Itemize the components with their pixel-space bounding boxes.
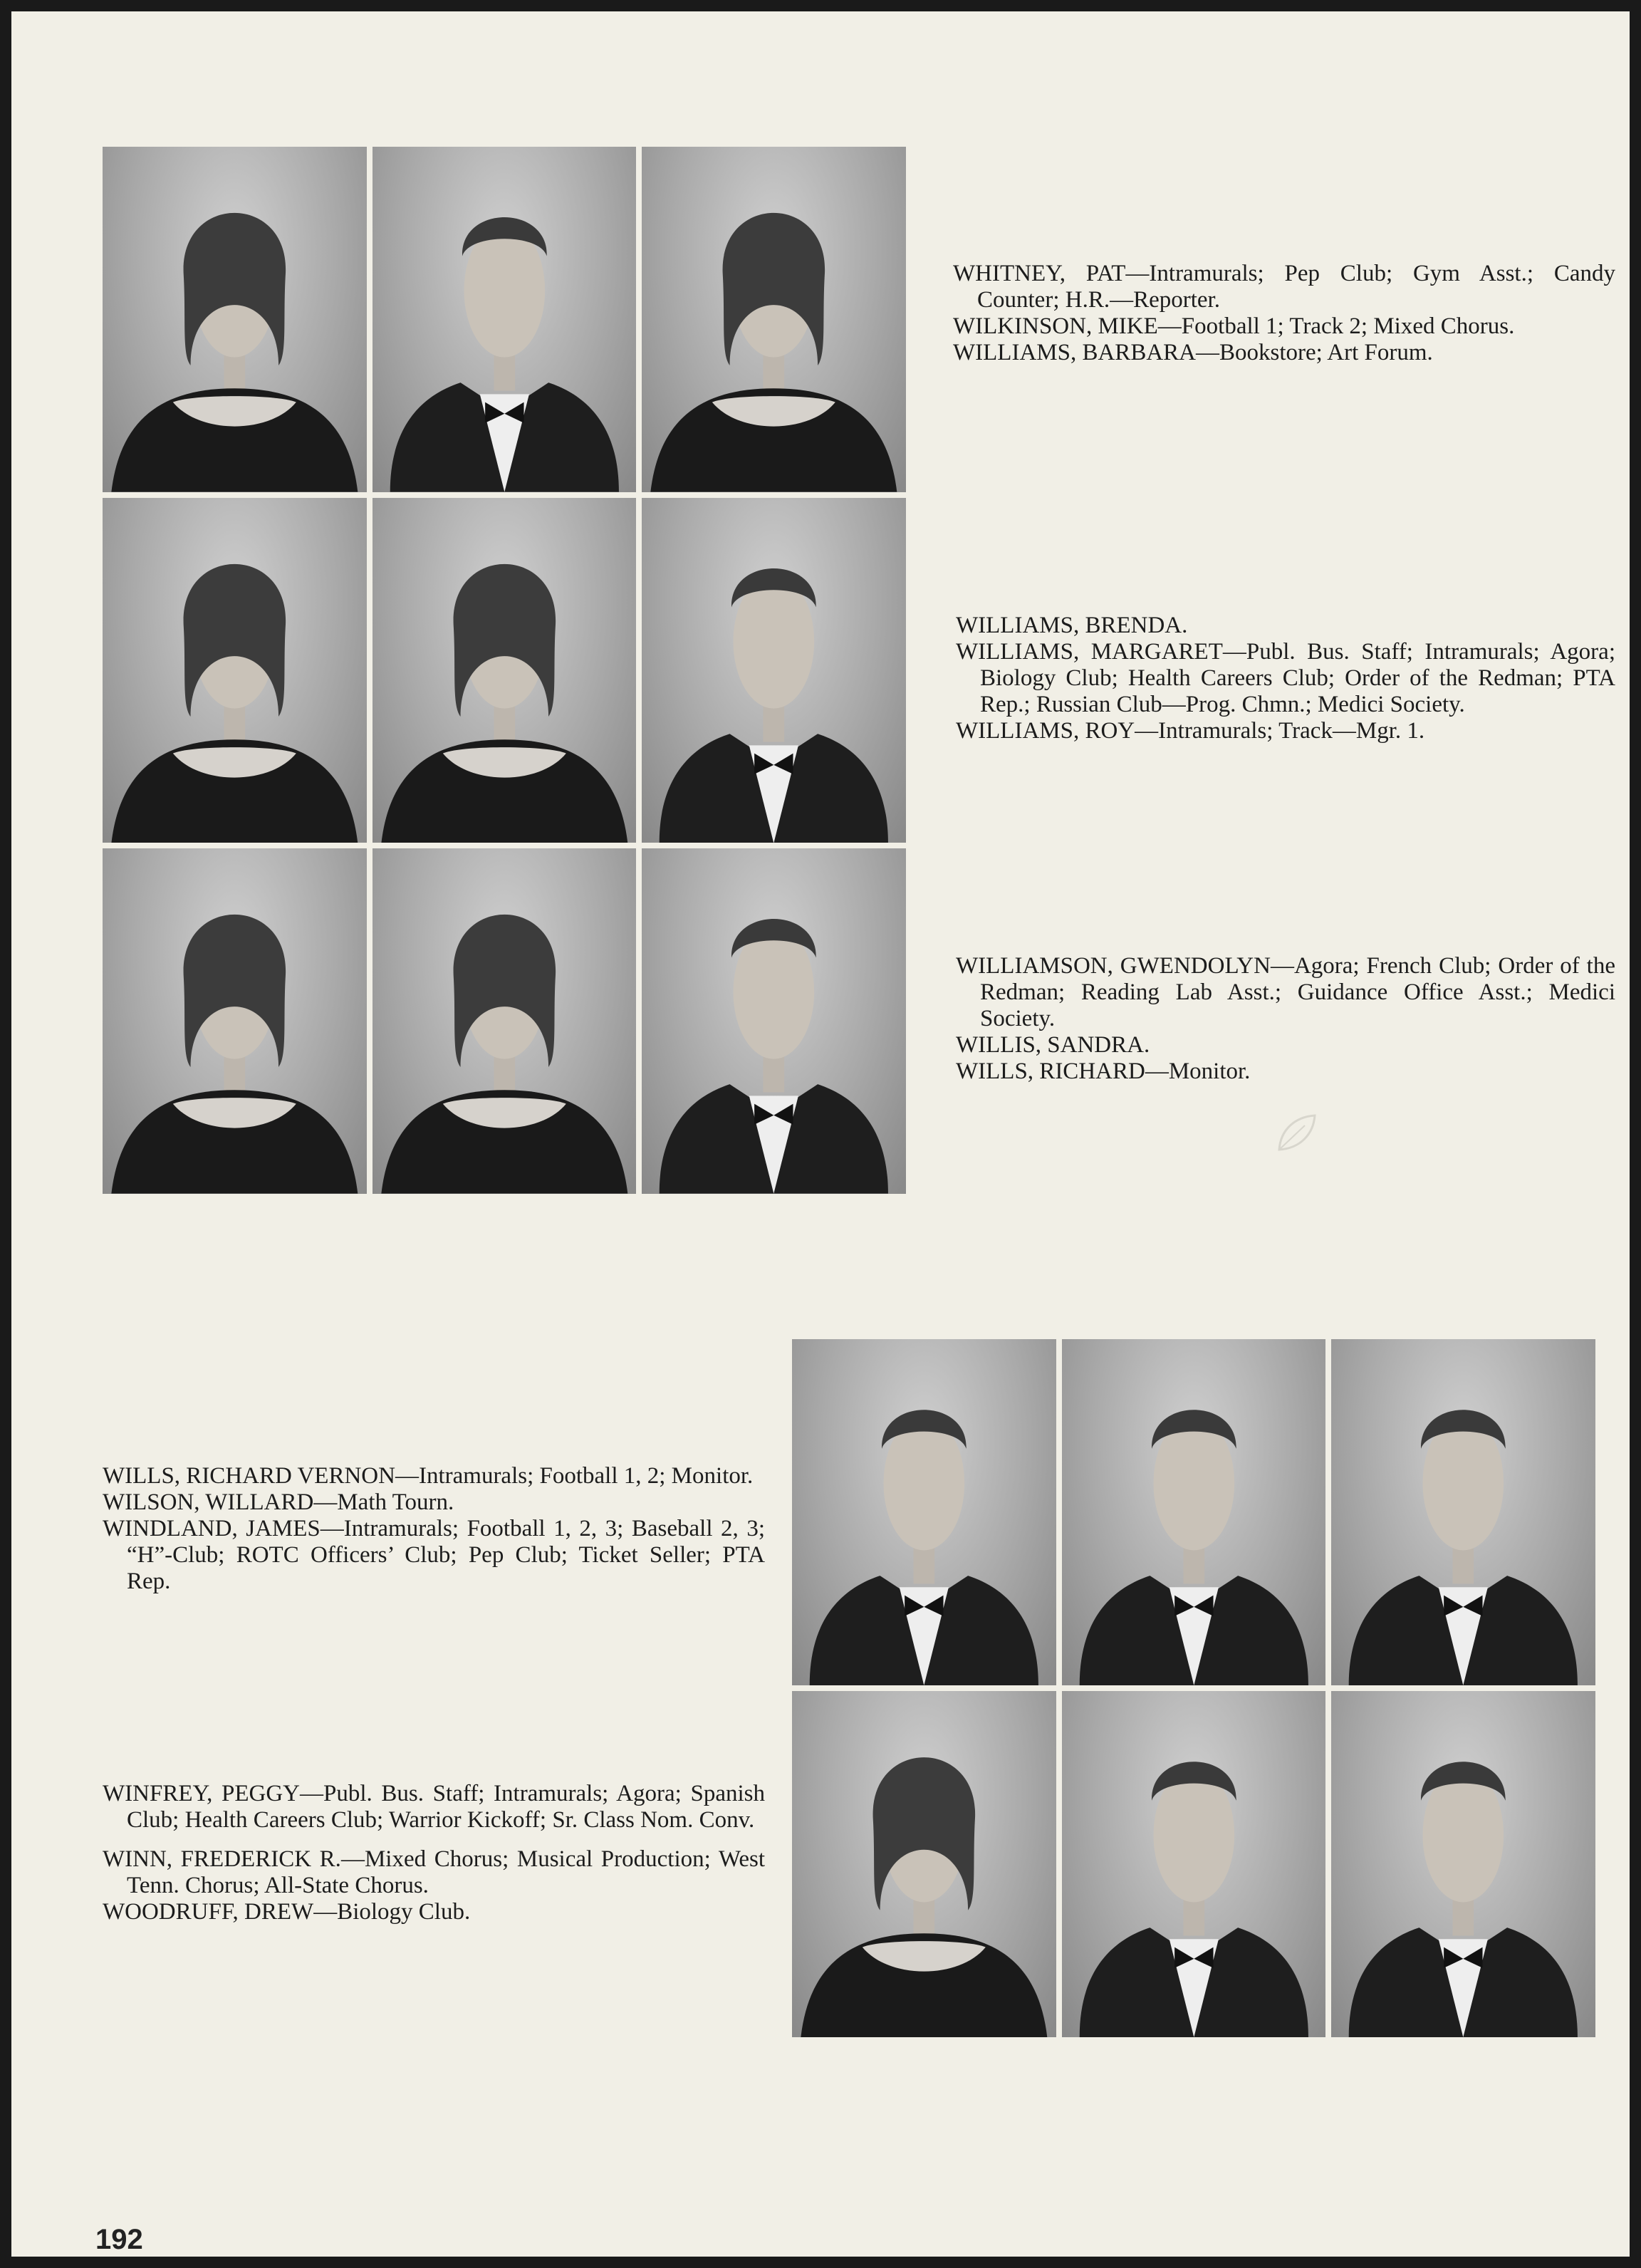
entry: WILLIAMSON, GWENDOLYN—Agora; French Club; Order of the Redman; Reading Lab Asst.; Guidance Office Asst.; Medici Society. [956, 953, 1615, 1031]
entries-row-3 [956, 953, 1615, 1085]
portrait-photo-4 [792, 1691, 1056, 2037]
portrait-photo-2 [373, 147, 637, 492]
entries-row-4 [103, 1463, 765, 1595]
entry: WINFREY, PEGGY—Publ. Bus. Staff; Intramurals; Agora; Spanish Club; Health Careers Club; Warrior Kickoff; Sr. Class Nom. Conv. [103, 1781, 765, 1833]
entries-row-5 [103, 1781, 765, 1925]
portrait-photo-6 [1331, 1691, 1595, 2037]
entry: WILSON, WILLARD—Math Tourn. [103, 1489, 454, 1515]
entries-row-2 [956, 613, 1615, 744]
portrait-photo-5 [1062, 1691, 1326, 2037]
entry: WILKINSON, MIKE—Football 1; Track 2; Mixed Chorus. [953, 313, 1515, 339]
entry: WINN, FREDERICK R.—Mixed Chorus; Musical Production; West Tenn. Chorus; All-State Chorus. [103, 1846, 766, 1898]
entry: WILLIAMS, BRENDA. [956, 613, 1188, 638]
entry: WILLS, RICHARD—Monitor. [956, 1058, 1251, 1084]
portrait-photo-1 [103, 147, 367, 492]
entry: WHITNEY, PAT—Intramurals; Pep Club; Gym Asst.; Candy Counter; H.R.—Reporter. [953, 261, 1615, 313]
portrait-photo-1 [792, 1339, 1056, 1685]
portrait-photo-2 [1062, 1339, 1326, 1685]
portrait-photo-6 [642, 498, 906, 843]
portrait-photo-8 [373, 848, 637, 1194]
entries-row-1 [953, 261, 1615, 366]
portrait-photo-3 [1331, 1339, 1595, 1685]
portrait-grid-bottom [792, 1339, 1595, 2037]
entry: WINDLAND, JAMES—Intramurals; Football 1, 2, 3; Baseball 2, 3; “H”-Club; ROTC Officers’ Club; Pep Club; Ticket Seller; PTA Rep. [103, 1516, 765, 1594]
yearbook-page [11, 11, 1630, 2257]
page-number: 192 [95, 2224, 143, 2255]
portrait-photo-5 [373, 498, 637, 843]
leaf-watermark-icon [1271, 1108, 1320, 1158]
portrait-photo-4 [103, 498, 367, 843]
portrait-grid-top [103, 147, 906, 1194]
entry: WILLIAMS, BARBARA—Bookstore; Art Forum. [953, 340, 1433, 365]
portrait-photo-3 [642, 147, 906, 492]
entry: WILLIS, SANDRA. [956, 1032, 1150, 1058]
entry: WILLIAMS, MARGARET—Publ. Bus. Staff; Intramurals; Agora; Biology Club; Health Careers Club; Order of the Redman; PTA Rep.; Russian Club—Prog. Chmn.; Medici Society. [956, 639, 1615, 717]
entry: WILLIAMS, ROY—Intramurals; Track—Mgr. 1. [956, 718, 1425, 744]
entry: WOODRUFF, DREW—Biology Club. [103, 1899, 471, 1925]
portrait-photo-9 [642, 848, 906, 1194]
portrait-photo-7 [103, 848, 367, 1194]
entry: WILLS, RICHARD VERNON—Intramurals; Football 1, 2; Monitor. [103, 1463, 754, 1489]
